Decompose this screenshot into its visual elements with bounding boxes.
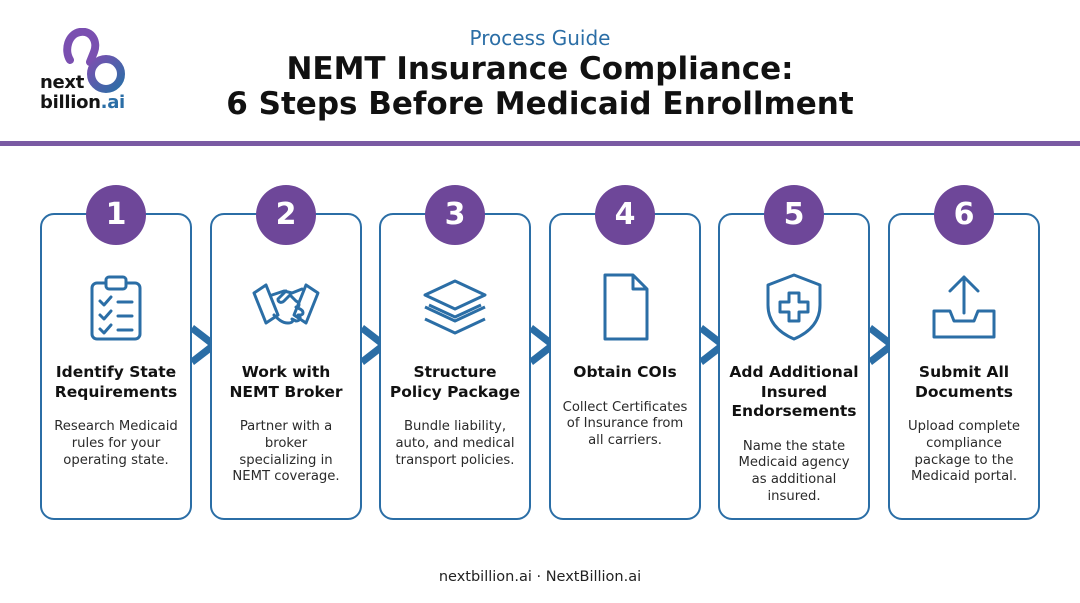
step-card-1 (40, 213, 192, 520)
step-description-line: Collect Certificates (562, 399, 688, 415)
step-title-line: Obtain COIs (573, 363, 677, 381)
step-title (385, 363, 525, 402)
clipboard-checklist-icon (80, 271, 152, 343)
step-description-line: Upload complete (908, 419, 1020, 434)
step-description (50, 419, 182, 469)
step-title-line: Work with (241, 363, 331, 381)
step-title-line: Identify State (55, 363, 177, 381)
step-title (46, 363, 186, 402)
step-number-badge: 4 (595, 185, 655, 245)
step-card-6 (888, 213, 1040, 520)
step-title-line: NEMT Broker (229, 382, 343, 401)
step-description-line: broker (264, 435, 308, 451)
step-description-line: as additional (751, 472, 837, 488)
step-number-badge: 3 (425, 185, 485, 245)
title-line-1: NEMT Insurance Compliance: (286, 51, 794, 87)
page-title (0, 52, 1080, 122)
step-title (555, 363, 695, 383)
step-title-line: Requirements (54, 382, 178, 401)
step-description (559, 400, 691, 450)
step-description-line: insured. (767, 488, 821, 504)
step-card-5 (718, 213, 870, 520)
step-title-line: Insured (760, 382, 828, 401)
step-title (724, 363, 864, 422)
step-title-line: Endorsements (731, 402, 857, 420)
step-description-line: Name the state (742, 438, 846, 454)
step-description (898, 419, 1030, 486)
step-number-badge: 6 (934, 185, 994, 245)
document-icon (589, 271, 661, 343)
step-title-line: Submit All (918, 363, 1010, 381)
step-description (728, 439, 860, 506)
logo-text-line1: next (40, 72, 85, 93)
header-divider (0, 141, 1080, 146)
step-description-line: specializing in (239, 452, 333, 468)
upload-tray-icon (928, 271, 1000, 343)
shield-plus-icon (758, 271, 830, 343)
step-title-line: Policy Package (389, 382, 521, 401)
step-description-line: all carriers. (588, 433, 662, 449)
step-description-line: of Insurance from (566, 416, 684, 432)
step-number-badge: 2 (256, 185, 316, 245)
step-card-4 (549, 213, 701, 520)
logo-text-line2: billion.ai (40, 92, 125, 113)
step-number-badge: 1 (86, 185, 146, 245)
step-title-line: Add Additional (729, 363, 859, 381)
step-description (220, 419, 352, 486)
step-description-line: compliance (926, 435, 1002, 451)
footer-text: nextbillion.ai · NextBillion.ai (438, 569, 642, 585)
step-title (216, 363, 356, 402)
step-description-line: NEMT coverage. (232, 469, 340, 485)
step-description-line: rules for your (71, 435, 161, 451)
step-description (389, 419, 521, 469)
step-title-line: Documents (914, 382, 1014, 401)
step-description-line: package to the (914, 452, 1014, 468)
step-description-line: transport policies. (395, 452, 515, 468)
step-card-2 (210, 213, 362, 520)
step-description-line: Medicaid portal. (910, 469, 1018, 485)
step-title-line: Structure (413, 363, 497, 381)
step-description-line: Medicaid agency (738, 455, 850, 471)
step-description-line: Bundle liability, (403, 419, 507, 434)
page-subtitle: Process Guide (469, 26, 611, 50)
layers-icon (419, 271, 491, 343)
step-description-line: operating state. (63, 452, 169, 468)
handshake-icon (250, 271, 322, 343)
step-description-line: Research Medicaid (54, 419, 178, 434)
step-card-3 (379, 213, 531, 520)
step-description-line: Partner with a (239, 419, 333, 434)
step-number-badge: 5 (764, 185, 824, 245)
title-line-2: 6 Steps Before Medicaid Enrollment (226, 86, 854, 122)
step-title (894, 363, 1034, 402)
step-description-line: auto, and medical (395, 435, 515, 451)
